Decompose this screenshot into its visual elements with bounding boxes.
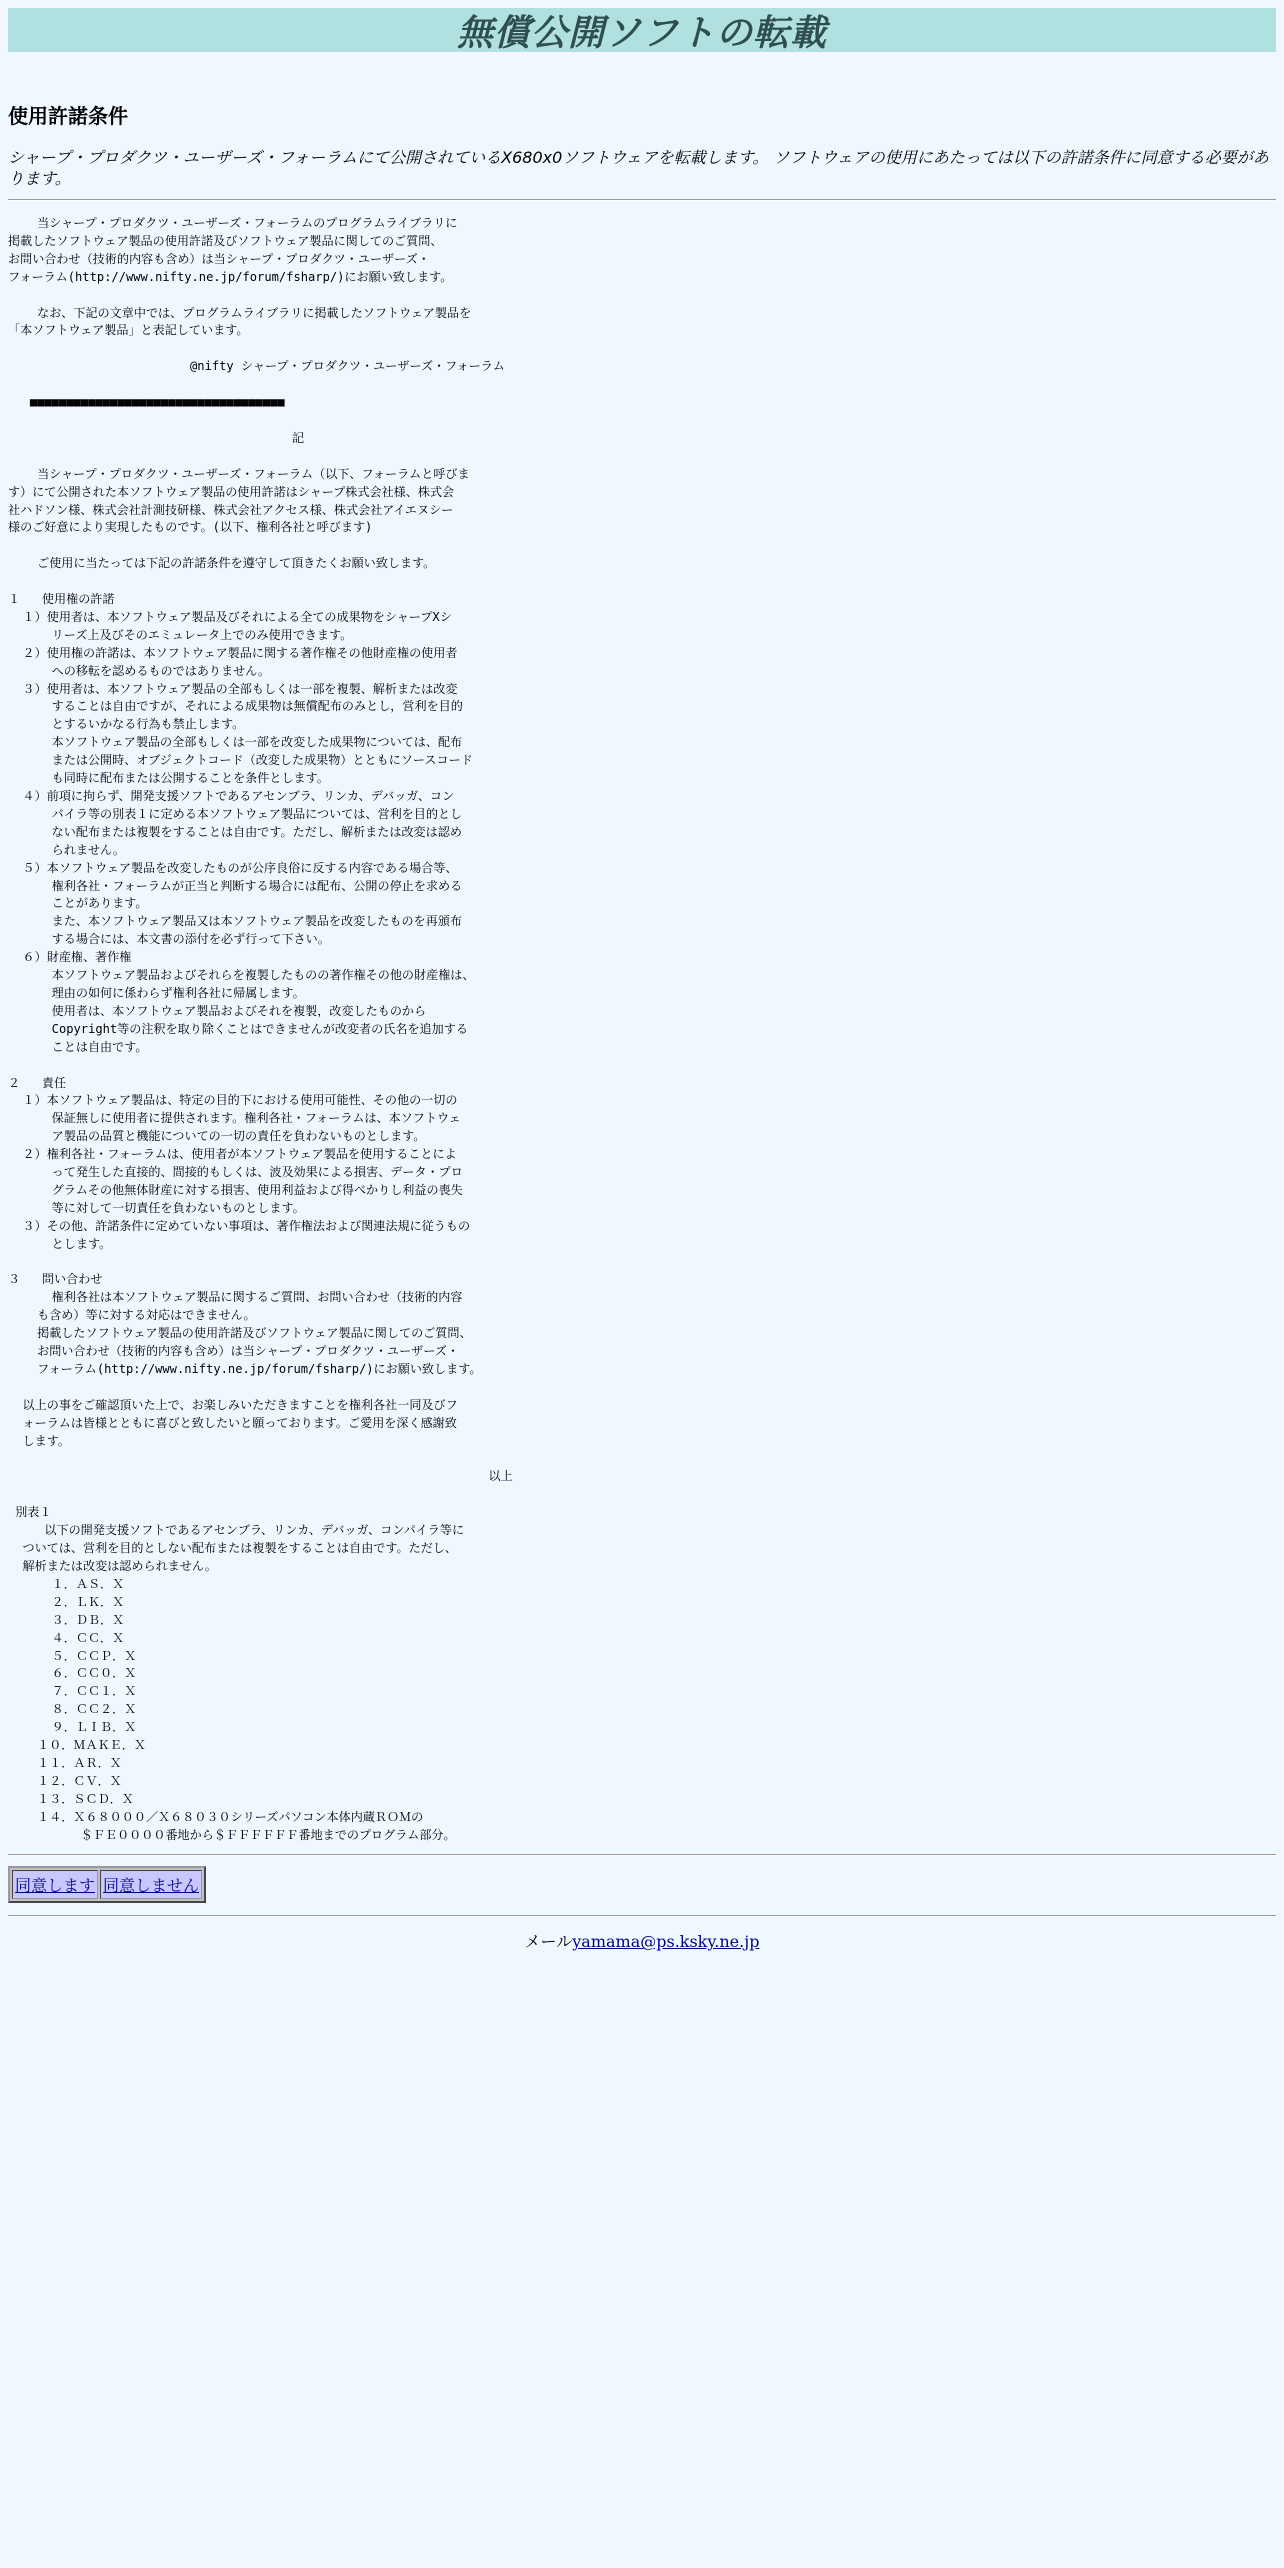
agree-link[interactable]: 同意します (15, 1876, 96, 1896)
divider-bottom (8, 1915, 1276, 1917)
intro-text: シャープ・プロダクツ・ユーザーズ・フォーラムにて公開されているX680x0ソフトウェアを転載します。 ソフトウェアの使用にあたっては以下の許諾条件に同意する必要があります。 (8, 148, 1269, 188)
disagree-cell (100, 1870, 202, 1899)
consent-buttons (8, 1866, 206, 1903)
page (8, 8, 1276, 1952)
section-heading: 使用許諾条件 (8, 104, 128, 128)
page-title: 無償公開ソフトの転載 (456, 12, 827, 54)
mail-footer (8, 1929, 1276, 1952)
mail-link[interactable]: yamama@ps.ksky.ne.jp (572, 1932, 760, 1952)
disagree-link[interactable]: 同意しません (103, 1876, 200, 1896)
mail-label: メール (524, 1932, 573, 1952)
license-text: 当シャープ・プロダクツ・ユーザーズ・フォーラムのプログラムライブラリに 掲載したソフトウェア製品の使用許諾及びソフトウェア製品に関してのご質問、 お問い合わせ（技術的内容も含め）は当シャープ・プロダクツ・ユーザーズ・ フォーラム(http://www.nifty.ne.jp/forum/fsharp/)にお願い致します。 なお、下記の文章中では、プログラムライブラリに掲載したソフトウェア製品を 「本ソフトウェア製品」と表記しています。 @nifty シャープ・プロダクツ・ユーザーズ・フォーラム ■■■■■■■■■■■■■■■■■■■■■■■■■■■■■■■■■■■ 記 当シャープ・プロダクツ・ユーザーズ・フォーラム（以下、フォーラムと呼びま す）にて公開された本ソフトウェア製品の使用許諾はシャープ株式会社様、株式会 社ハドソン様、株式会社計測技研様、株式会社アクセス様、株式会社アイエヌシー 様のご好意により実現したものです。(以下、権利各社と呼びます) ご使用に当たっては下記の許諾条件を遵守して頂きたくお願い致します。 １ 使用権の許諾 １）使用者は、本ソフトウェア製品及びそれによる全ての成果物をシャープXシ リーズ上及びそのエミュレータ上でのみ使用できます。 ２）使用権の許諾は、本ソフトウェア製品に関する著作権その他財産権の使用者 への移転を認めるものではありません。 ３）使用者は、本ソフトウェア製品の全部もしくは一部を複製、解析または改変 することは自由ですが、それによる成果物は無償配布のみとし，営利を目的 とするいかなる行為も禁止します。 本ソフトウェア製品の全部もしくは一部を改変した成果物については、配布 または公開時、オブジェクトコード（改変した成果物）とともにソースコード も同時に配布または公開することを条件とします。 ４）前項に拘らず、開発支援ソフトであるアセンブラ、リンカ、デバッガ、コン パイラ等の別表１に定める本ソフトウェア製品については、営利を目的とし ない配布または複製をすることは自由です。ただし、解析または改変は認め られません。 ５）本ソフトウェア製品を改変したものが公序良俗に反する内容である場合等、 権利各社・フォーラムが正当と判断する場合には配布、公開の停止を求める ことがあります。 また、本ソフトウェア製品又は本ソフトウェア製品を改変したものを再頒布 する場合には、本文書の添付を必ず行って下さい。 ６）財産権、著作権 本ソフトウェア製品およびそれらを複製したものの著作権その他の財産権は、 理由の如何に係わらず権利各社に帰属します。 使用者は、本ソフトウェア製品およびそれを複製，改変したものから Copyright等の注釈を取り除くことはできませんが改変者の氏名を追加する ことは自由です。 ２ 責任 １）本ソフトウェア製品は、特定の目的下における使用可能性、その他の一切の 保証無しに使用者に提供されます。権利各社・フォーラムは、本ソフトウェ ア製品の品質と機能についての一切の責任を負わないものとします。 ２）権利各社・フォーラムは、使用者が本ソフトウェア製品を使用することによ って発生した直接的、間接的もしくは、波及効果による損害、データ・プロ グラムその他無体財産に対する損害、使用利益および得べかりし利益の喪失 等に対して一切責任を負わないものとします。 ３）その他、許諾条件に定めていない事項は、著作権法および関連法規に従うもの とします。 ３ 問い合わせ 権利各社は本ソフトウェア製品に関するご質問、お問い合わせ（技術的内容 も含め）等に対する対応はできません。 掲載したソフトウェア製品の使用許諾及びソフトウェア製品に関してのご質問、 お問い合わせ（技術的内容も含め）は当シャープ・プロダクツ・ユーザーズ・ フォーラム(http://www.nifty.ne.jp/forum/fsharp/)にお願い致します。 以上の事をご確認頂いた上で、お楽しみいただきますことを権利各社一同及びフ ォーラムは皆様とともに喜びと致したいと願っております。ご愛用を深く感謝致 します。 以上 別表１ 以下の開発支援ソフトであるアセンブラ、リンカ、デバッガ、コンパイラ等に ついては、営利を目的としない配布または複製をすることは自由です。ただし、 解析または改変は認められません。 １．ＡＳ．Ｘ ２．ＬＫ．Ｘ ３．ＤＢ．Ｘ ４．ＣＣ．Ｘ ５．ＣＣＰ．Ｘ ６．ＣＣ０．Ｘ ７．ＣＣ１．Ｘ ８．ＣＣ２．Ｘ ９．ＬＩＢ．Ｘ １０．ＭＡＫＥ．Ｘ １１．ＡＲ．Ｘ １２．ＣＶ．Ｘ １３．ＳＣＤ．Ｘ １４．Ｘ６８０００／Ｘ６８０３０シリーズパソコン本体内蔵ＲＯＭの ＄ＦＥ００００番地から＄ＦＦＦＦＦＦ番地までのプログラム部分。 (8, 216, 513, 1842)
divider-middle (8, 1854, 1276, 1856)
divider-top (8, 199, 1276, 201)
agree-cell (12, 1870, 98, 1899)
title-banner (8, 8, 1276, 52)
